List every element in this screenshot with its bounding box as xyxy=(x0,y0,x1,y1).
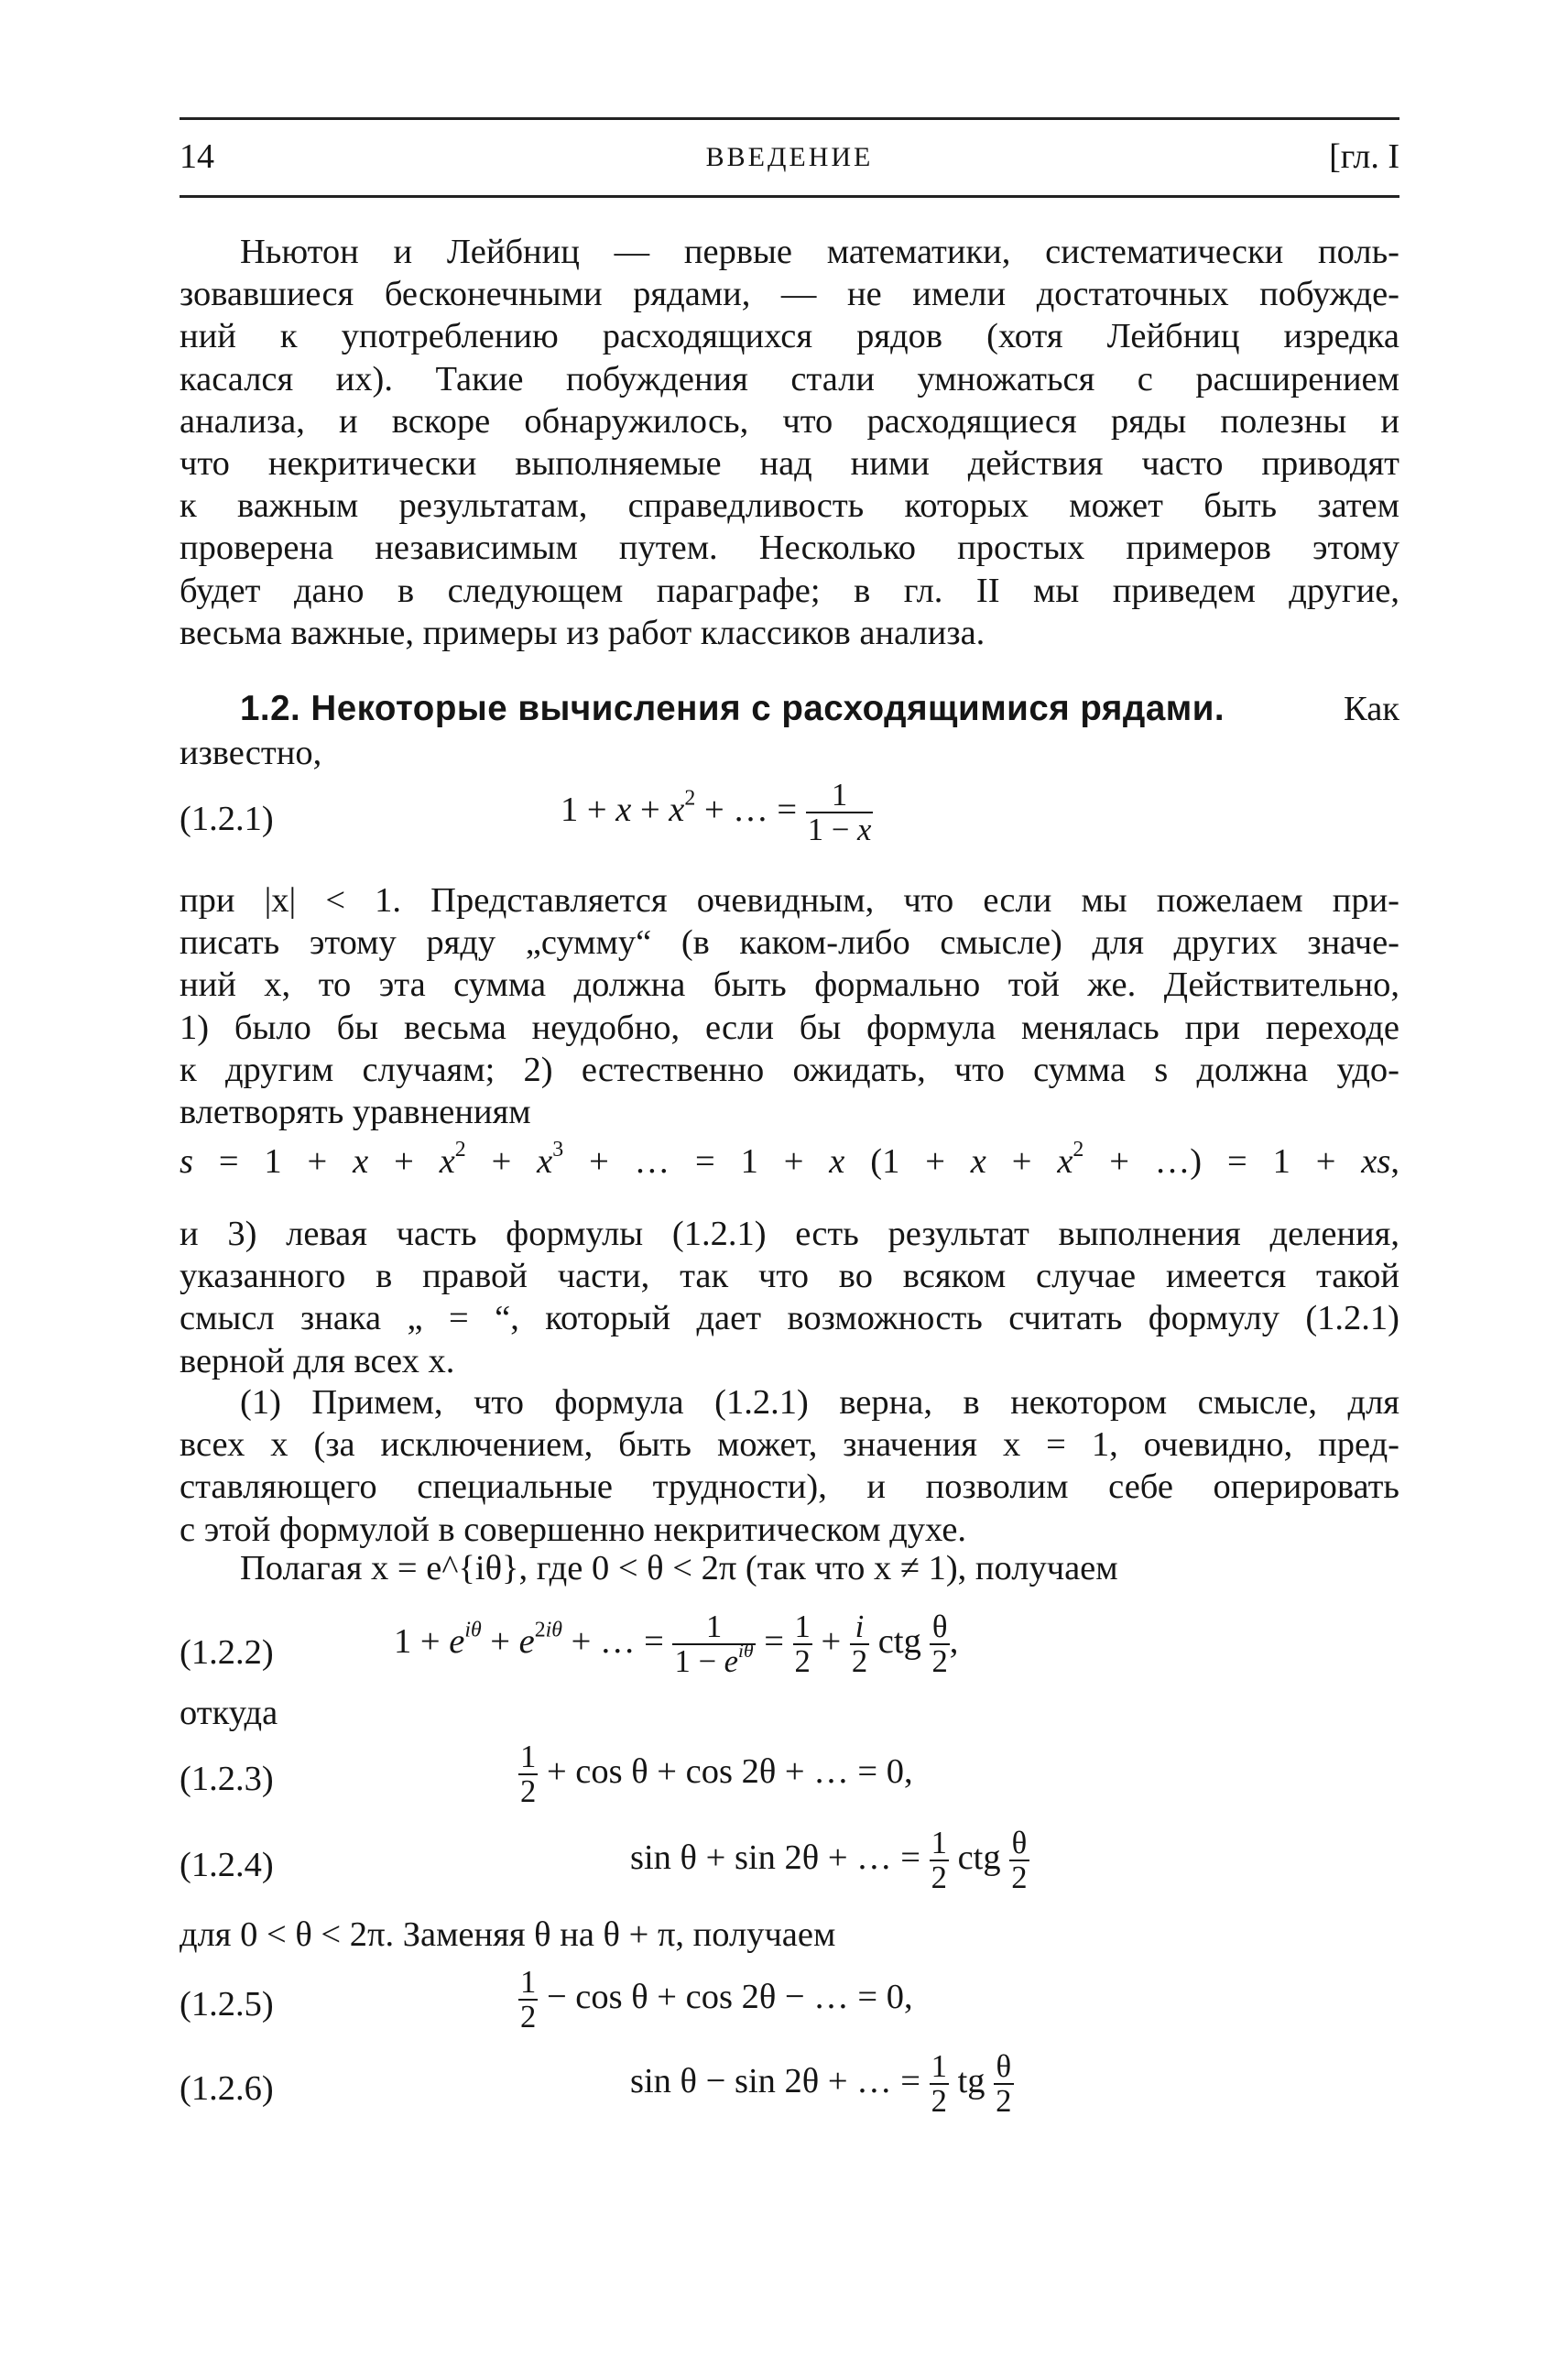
text-line: указанного в правой части, так что во всяком случае имеется такой xyxy=(180,1257,1399,1296)
text-line: будет дано в следующем параграфе; в гл. II мы приведем другие, xyxy=(180,571,1399,610)
text-line: (1) Примем, что формула (1.2.1) верна, в некотором смысле, для xyxy=(240,1383,1399,1422)
text-line: при |x| < 1. Представляется очевидным, что если мы пожелаем при- xyxy=(180,881,1399,920)
section-title: ВВЕДЕНИЕ xyxy=(705,142,874,172)
text-line: анализа, и вскоре обнаружилось, что расходящиеся ряды полезны и xyxy=(180,401,1399,441)
text-line: зовавшиеся бесконечными рядами, — не имели достаточных побужде- xyxy=(180,275,1399,314)
section-continuation: известно, xyxy=(180,734,322,772)
equation-1-2-6: sin θ − sin 2θ + … = $\frac{1}{2}$ tg $\frac{\theta}{2}$ xyxy=(630,2049,1012,2120)
equation-label: (1.2.1) xyxy=(180,800,274,838)
substitution-line: Полагая x = e^{iθ}, где 0 < θ < 2π (так что x ≠ 1), получаем xyxy=(240,1549,1118,1587)
text-line: влетворять уравнениям xyxy=(180,1093,531,1132)
section-heading xyxy=(240,689,1399,729)
equation-1-2-1: $1 + x + x^2$ + … = $\frac{1}{1 - x}$ xyxy=(561,778,872,848)
equation-label: (1.2.5) xyxy=(180,1985,274,2023)
equation-1-2-2: $1 + e^{i\theta} + e^{2i\theta}$ + … = $\frac{1}{1 - e^{i\theta}}$ = $\frac{1}{2}$ + $\frac{i}{2}$ ctg $\frac{\theta}{2}$ , xyxy=(394,1609,959,1680)
text-line: и 3) левая часть формулы (1.2.1) есть результат выполнения деления, xyxy=(180,1215,1399,1253)
page-number: 14 xyxy=(180,137,214,176)
text-line: проверена независимым путем. Несколько простых примеров этому xyxy=(180,529,1399,568)
equation-s: $s = 1 + x + x^2 + x^3$ + … = 1 + x ($1 + x + x^2$ + …) = 1 + xs, xyxy=(180,1138,1399,1181)
text-line: к другим случаям; 2) естественно ожидать, что сумма s должна удо- xyxy=(180,1050,1399,1089)
paragraph-item-1 xyxy=(180,1381,1399,1551)
text-line: ставляющего специальные трудности), и позволим себе оперировать xyxy=(180,1467,1399,1507)
equation-1-2-3: $\frac{1}{2}$ + cos θ + cos 2θ + … = 0, xyxy=(520,1740,913,1810)
equation-label: (1.2.4) xyxy=(180,1846,274,1884)
text-line: верной для всех x. xyxy=(180,1341,455,1380)
text-line: к важным результатам, справедливость которых может быть затем xyxy=(180,486,1399,526)
equation-label: (1.2.6) xyxy=(180,2069,274,2108)
text-line: ний x, то эта сумма должна быть формально той же. Действительно, xyxy=(180,965,1399,1005)
text-line: весьма важные, примеры из работ классиков анализа. xyxy=(180,613,985,652)
replacement-line: для 0 < θ < 2π. Заменяя θ на θ + π, получаем xyxy=(180,1915,836,1954)
equation-1-2-4: sin θ + sin 2θ + … = $\frac{1}{2}$ ctg $\frac{\theta}{2}$ xyxy=(630,1826,1028,1896)
text-line: ний к употреблению расходящихся рядов (хотя Лейбниц изредка xyxy=(180,317,1399,356)
text-line: касался их). Такие побуждения стали умножаться с расширением xyxy=(180,359,1399,398)
equation-label: (1.2.2) xyxy=(180,1633,274,1672)
word-whence: откуда xyxy=(180,1694,278,1732)
section-heading-title: 1.2. Некоторые вычисления с расходящимися рядами. xyxy=(240,689,1225,728)
section-heading-tail: Как xyxy=(1344,690,1399,728)
equation-label: (1.2.3) xyxy=(180,1760,274,1798)
text-line: всех x (за исключением, быть может, значения x = 1, очевидно, пред- xyxy=(180,1425,1399,1465)
running-head xyxy=(180,117,1399,198)
intro-paragraph xyxy=(180,231,1399,654)
chapter-ref: [гл. I xyxy=(1329,137,1399,176)
text-line: 1) было бы весьма неудобно, если бы формула менялась при переходе xyxy=(180,1008,1399,1047)
text-line: смысл знака „ = “, который дает возможность считать формулу (1.2.1) xyxy=(180,1299,1399,1338)
text-line: Ньютон и Лейбниц — первые математики, систематически поль- xyxy=(240,233,1399,271)
paragraph-after-1-2-1 xyxy=(180,879,1399,1133)
text-line: с этой формулой в совершенно некритическом духе. xyxy=(180,1510,967,1549)
text-line: что некритически выполняемые над ними действия часто приводят xyxy=(180,444,1399,484)
paragraph-item-3 xyxy=(180,1213,1399,1382)
equation-1-2-5: $\frac{1}{2}$ − cos θ + cos 2θ − … = 0, xyxy=(520,1965,913,2035)
text-line: писать этому ряду „сумму“ (в каком-либо смысле) для других значе- xyxy=(180,923,1399,963)
